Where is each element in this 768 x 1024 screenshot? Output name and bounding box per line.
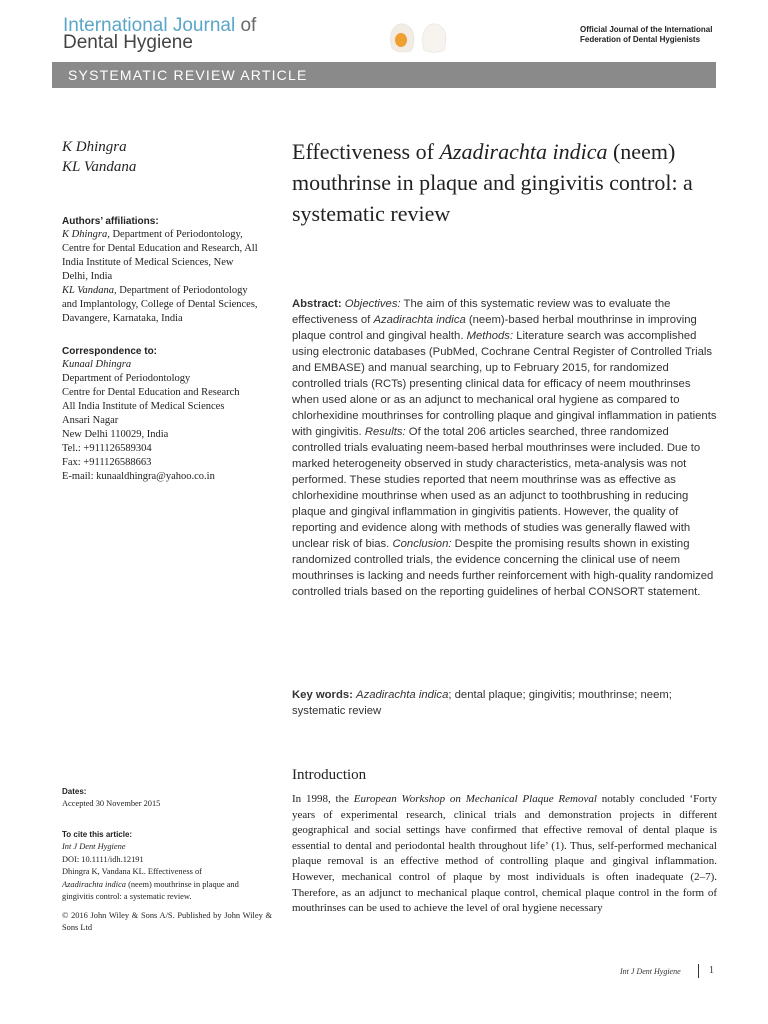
keywords-rest: ; dental plaque; gingivitis; mouthrinse; neem; systematic review [292,689,672,717]
author-2: KL Vandana [62,159,137,175]
affiliation-1 [62,228,262,284]
correspondence-tel: Tel.: +911126589304 [62,443,152,454]
copyright: © 2016 John Wiley & Sons A/S. Published by John Wiley & Sons Ltd [62,910,272,932]
cite-block [62,830,272,935]
correspondence-line: New Delhi 110029, India [62,429,169,440]
keywords-species: Azadirachta indica [356,689,449,701]
correspondence-heading: Correspondence to: [62,346,158,357]
objectives-text-a: The aim of this systematic review was to evaluate the effectiveness of [292,298,671,326]
correspondence-fax: Fax: +911126588663 [62,457,152,468]
cite-journal: Int J Dent Hygiene [62,842,126,851]
methods-label: Methods: [466,330,514,342]
cite-reference [62,866,272,904]
affiliation-2-name: KL Vandana, [62,285,117,296]
conclusion-text: Despite the promising results shown in existing randomized controlled trials, the evidence concerning the clinical use of neem mouthrinses is lacking and needs further reinforcement with high-quality randomized controlled trials based on the reporting guidelines of herbal CONSORT statement. [292,538,714,598]
cite-ref-a: Dhingra K, Vandana KL. Effectiveness of [62,867,202,876]
official-journal-note [580,25,740,45]
cite-doi: DOI: 10.1111/idh.12191 [62,854,144,864]
article-title [292,136,712,229]
results-text: Of the total 206 articles searched, three randomized controlled trials evaluating neem-based herbal mouthrinses were included. Due to marked heterogeneity observed in study characteristics, meta-analysis was not performed. These studies reported that neem mouthrinse was as effective as chlorhexidine mouthrinse when used as an adjunct to toothbrushing in reducing plaque and gingival inflammation in gingivitis patients. However, the quality of reporting and evidence along with methods of studies was generally flawed with unclear risk of bias. [292,426,701,550]
methods-text: Literature search was accomplished using electronic databases (PubMed, Cochrane Central Register of Controlled Trials and EMBASE) and manual searching, up to February 2015, for randomized controlled trials (RCTs) presenting clinical data for efficacy of neem mouthrinses when used alone or as an adjunct to mechanical oral hygiene as compared to chlorhexidine mouthrinses for controlling plaque and gingival inflammation in patients with gingivitis. [292,330,717,438]
keywords [292,687,717,719]
journal-of: of [240,15,257,36]
conclusion-label: Conclusion: [392,538,452,550]
affiliation-2 [62,284,262,326]
dates-heading: Dates: [62,787,87,796]
keywords-label: Key words: [292,689,353,701]
article-type-banner [52,62,716,88]
affiliations-heading: Authors’ affiliations: [62,216,159,227]
footer-journal: Int J Dent Hygiene [620,967,681,976]
affiliations-block [62,216,262,326]
official-line2: Federation of Dental Hygienists [580,35,701,44]
intro-text-b: notably concluded ‘Forty years of experimental research, clinical trials and demonstration projects in different geographical and social settings have confirmed that effective removal of dental plaque is essential to dental and periodontal health throughout life’ (1). Thus, self-performed mechanical plaque removal is an effective method of controlling plaque and gingival inflammation. However, mechanical control of plaque by most individuals is often inadequate (2–7). Therefore, as an adjunct to mechanical plaque control, chemical plaque control in the form of mouthrinses can be used to achieve the level of oral hygiene necessary [292,793,718,915]
journal-title-line2: Dental Hygiene [63,32,193,53]
correspondence-line: Centre for Dental Education and Research [62,387,240,398]
page-number: 1 [709,965,714,976]
intro-text-a: In 1998, the [292,793,354,805]
correspondence-block [62,346,272,484]
title-part2: (neem) mouthrinse in plaque and gingivitis control: a systematic review [292,139,693,226]
author-list [62,137,136,177]
cite-heading: To cite this article: [62,830,133,839]
intro-workshop: European Workshop on Mechanical Plaque Removal [353,793,597,805]
cite-ref-species: Azadirachta indica [62,879,126,889]
article-type-label: SYSTEMATIC REVIEW ARTICLE [68,67,308,83]
introduction-heading: Introduction [292,767,367,783]
objectives-species: Azadirachta indica [373,314,466,326]
cite-ref-b: (neem) mouthrinse in plaque and gingivitis control: a systematic review. [62,879,239,901]
introduction-paragraph [292,792,717,917]
author-1: K Dhingra [62,139,127,155]
affiliation-2-text: Department of Periodontology and Implantology, College of Dental Sciences, Davangere, Karnataka, India [62,285,258,324]
accepted-date: Accepted 30 November 2015 [62,799,161,808]
teeth-logo-icon [386,18,456,54]
official-line1: Official Journal of the International [580,25,713,34]
dates-block [62,787,272,811]
correspondence-name: Kunaal Dhingra [62,359,132,370]
objectives-text-b: (neem)-based herbal mouthrinse in improving plaque control and gingival health. [292,314,697,342]
abstract [292,296,717,600]
results-label: Results: [364,426,406,438]
journal-brand: International Journal [63,15,236,36]
affiliation-1-text: Department of Periodontology, Centre for Dental Education and Research, All India Institute of Medical Sciences, New Delhi, India [62,229,258,282]
abstract-label: Abstract: [292,298,342,310]
affiliation-1-name: K Dhingra, [62,229,110,240]
objectives-label: Objectives: [344,298,401,310]
correspondence-email: E-mail: kunaaldhingra@yahoo.co.in [62,471,215,482]
correspondence-line: Department of Periodontology [62,373,191,384]
correspondence-line: Ansari Nagar [62,415,119,426]
title-part1: Effectiveness of [292,139,440,164]
footer-divider [698,964,699,978]
correspondence-line: All India Institute of Medical Sciences [62,401,225,412]
title-species: Azadirachta indica [439,139,608,164]
